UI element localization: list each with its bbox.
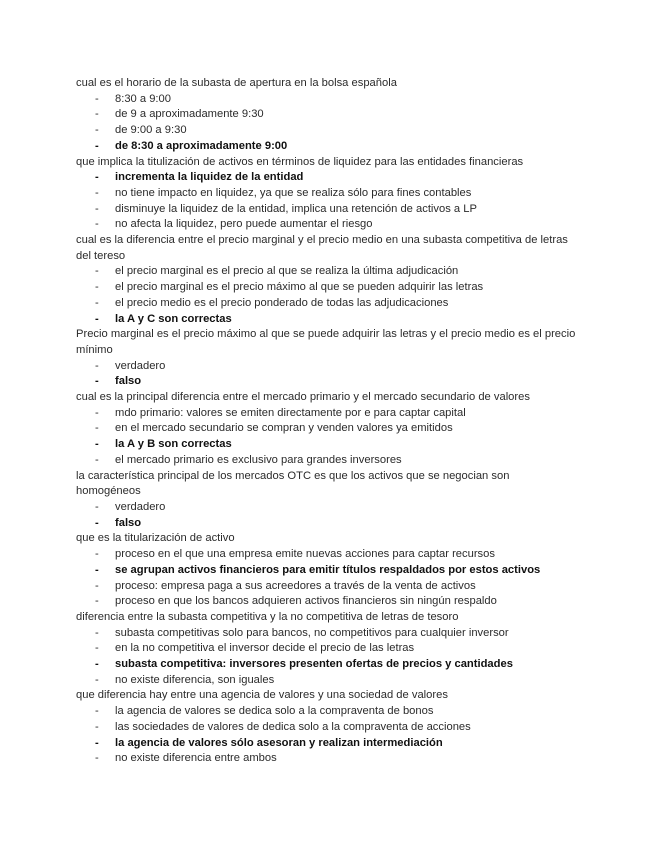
answer-list: [76, 170, 576, 233]
answer-item: [76, 453, 576, 469]
dash-bullet-icon: -: [95, 422, 99, 435]
question-text: que diferencia hay entre una agencia de valores y una sociedad de valores: [76, 689, 448, 702]
answer-item: [76, 626, 576, 642]
answer-item: [76, 264, 576, 280]
answer-list: [76, 626, 576, 689]
question-text: que implica la titulización de activos en términos de liquidez para las entidades financieras: [76, 155, 524, 168]
question-text: la característica principal de los mercados OTC es que los activos que se negocian son homogéneos: [76, 469, 510, 498]
correct-answer-item: [76, 657, 576, 673]
answer-item: [76, 107, 576, 123]
question-block: [76, 233, 576, 327]
answer-text: en el mercado secundario se compran y venden valores ya emitidos: [115, 422, 453, 435]
dash-bullet-icon: -: [95, 124, 99, 137]
question-block: [76, 76, 576, 155]
answer-item: [76, 704, 576, 720]
dash-bullet-icon: -: [95, 171, 99, 184]
answer-item: [76, 202, 576, 218]
answer-item: [76, 186, 576, 202]
dash-bullet-icon: -: [95, 218, 99, 231]
correct-answer-item: [76, 374, 576, 390]
dash-bullet-icon: -: [95, 139, 99, 152]
question-block: [76, 688, 576, 767]
answer-text: incrementa la liquidez de la entidad: [115, 171, 304, 184]
dash-bullet-icon: -: [95, 595, 99, 608]
answer-list: [76, 264, 576, 327]
question-text: cual es la principal diferencia entre el mercado primario y el mercado secundario de valores: [76, 391, 530, 404]
answer-text: de 8:30 a aproximadamente 9:00: [115, 139, 288, 152]
question-block: [76, 610, 576, 689]
dash-bullet-icon: -: [95, 500, 99, 513]
dash-bullet-icon: -: [95, 642, 99, 655]
question-block: [76, 155, 576, 234]
answer-item: [76, 673, 576, 689]
dash-bullet-icon: -: [95, 202, 99, 215]
answer-text: 8:30 a 9:00: [115, 92, 171, 105]
answer-list: [76, 92, 576, 155]
answer-text: subasta competitiva: inversores presenten ofertas de precios y cantidades: [115, 658, 513, 671]
correct-answer-item: [76, 139, 576, 155]
answer-text: proceso en que los bancos adquieren activos financieros sin ningún respaldo: [115, 595, 497, 608]
answer-text: falso: [115, 375, 142, 388]
question-text: Precio marginal es el precio máximo al que se puede adquirir las letras y el precio medio es el precio mínimo: [76, 328, 576, 356]
answer-text: verdadero: [115, 359, 166, 372]
correct-answer-item: [76, 736, 576, 752]
dash-bullet-icon: -: [95, 658, 99, 671]
dash-bullet-icon: -: [95, 281, 99, 294]
answer-item: [76, 406, 576, 422]
dash-bullet-icon: -: [95, 516, 99, 529]
answer-text: el mercado primario es exclusivo para grandes inversores: [115, 453, 402, 466]
answer-item: [76, 217, 576, 233]
answer-text: se agrupan activos financieros para emitir títulos respaldados por estos activos: [115, 563, 541, 576]
question-text: diferencia entre la subasta competitiva y la no competitiva de letras de tesoro: [76, 610, 459, 623]
answer-text: no existe diferencia entre ambos: [115, 752, 277, 765]
answer-item: [76, 579, 576, 595]
dash-bullet-icon: -: [95, 626, 99, 639]
answer-text: mdo primario: valores se emiten directamente por e para captar capital: [115, 406, 466, 419]
answer-text: disminuye la liquidez de la entidad, implica una retención de activos a LP: [115, 202, 477, 215]
answer-text: en la no competitiva el inversor decide el precio de las letras: [115, 642, 415, 655]
question-text: cual es el horario de la subasta de apertura en la bolsa española: [76, 77, 397, 89]
answer-text: la agencia de valores sólo asesoran y realizan intermediación: [115, 736, 443, 749]
dash-bullet-icon: -: [95, 453, 99, 466]
answer-text: falso: [115, 516, 142, 529]
dash-bullet-icon: -: [95, 312, 99, 325]
answer-text: proceso en el que una empresa emite nuevas acciones para captar recursos: [115, 548, 495, 561]
answer-item: [76, 296, 576, 312]
dash-bullet-icon: -: [95, 359, 99, 372]
answer-text: de 9:00 a 9:30: [115, 124, 187, 137]
answer-text: las sociedades de valores de dedica solo a la compraventa de acciones: [115, 720, 471, 733]
dash-bullet-icon: -: [95, 265, 99, 278]
dash-bullet-icon: -: [95, 752, 99, 765]
correct-answer-item: [76, 312, 576, 328]
question-text: que es la titularización de activo: [76, 532, 235, 545]
answer-text: el precio medio es el precio ponderado de todas las adjudicaciones: [115, 296, 449, 309]
answer-text: no existe diferencia, son iguales: [115, 673, 275, 686]
answer-list: [76, 359, 576, 390]
dash-bullet-icon: -: [95, 406, 99, 419]
answer-text: proceso: empresa paga a sus acreedores a través de la venta de activos: [115, 579, 476, 592]
answer-text: verdadero: [115, 500, 166, 513]
question-block: [76, 531, 576, 610]
dash-bullet-icon: -: [95, 548, 99, 561]
dash-bullet-icon: -: [95, 579, 99, 592]
answer-text: la agencia de valores se dedica solo a la compraventa de bonos: [115, 705, 434, 718]
dash-bullet-icon: -: [95, 736, 99, 749]
dash-bullet-icon: -: [95, 186, 99, 199]
answer-item: [76, 547, 576, 563]
answer-text: de 9 a aproximadamente 9:30: [115, 108, 264, 121]
answer-text: subasta competitivas solo para bancos, no competitivos para cualquier inversor: [115, 626, 509, 639]
answer-item: [76, 280, 576, 296]
question-block: [76, 469, 576, 532]
answer-list: [76, 406, 576, 469]
correct-answer-item: [76, 516, 576, 532]
answer-list: [76, 547, 576, 610]
dash-bullet-icon: -: [95, 720, 99, 733]
dash-bullet-icon: -: [95, 673, 99, 686]
answer-item: [76, 641, 576, 657]
answer-item: [76, 359, 576, 375]
answer-text: la A y B son correctas: [115, 438, 232, 451]
correct-answer-item: [76, 563, 576, 579]
dash-bullet-icon: -: [95, 563, 99, 576]
answer-item: [76, 720, 576, 736]
answer-text: no afecta la liquidez, pero puede aumentar el riesgo: [115, 218, 373, 231]
question-block: [76, 390, 576, 469]
answer-text: no tiene impacto en liquidez, ya que se realiza sólo para fines contables: [115, 186, 472, 199]
dash-bullet-icon: -: [95, 92, 99, 105]
answer-item: [76, 594, 576, 610]
answer-item: [76, 92, 576, 108]
quiz-content: [76, 76, 576, 767]
answer-item: [76, 500, 576, 516]
dash-bullet-icon: -: [95, 438, 99, 451]
answer-text: el precio marginal es el precio máximo al que se pueden adquirir las letras: [115, 281, 484, 294]
question-block: [76, 327, 576, 390]
dash-bullet-icon: -: [95, 375, 99, 388]
answer-item: [76, 751, 576, 767]
answer-text: el precio marginal es el precio al que se realiza la última adjudicación: [115, 265, 459, 278]
question-text: cual es la diferencia entre el precio marginal y el precio medio en una subasta competitiva de letras del tereso: [76, 234, 568, 262]
answer-item: [76, 123, 576, 139]
correct-answer-item: [76, 170, 576, 186]
dash-bullet-icon: -: [95, 296, 99, 309]
dash-bullet-icon: -: [95, 108, 99, 121]
answer-list: [76, 704, 576, 767]
dash-bullet-icon: -: [95, 705, 99, 718]
answer-list: [76, 500, 576, 531]
correct-answer-item: [76, 437, 576, 453]
answer-text: la A y C son correctas: [115, 312, 232, 325]
answer-item: [76, 421, 576, 437]
